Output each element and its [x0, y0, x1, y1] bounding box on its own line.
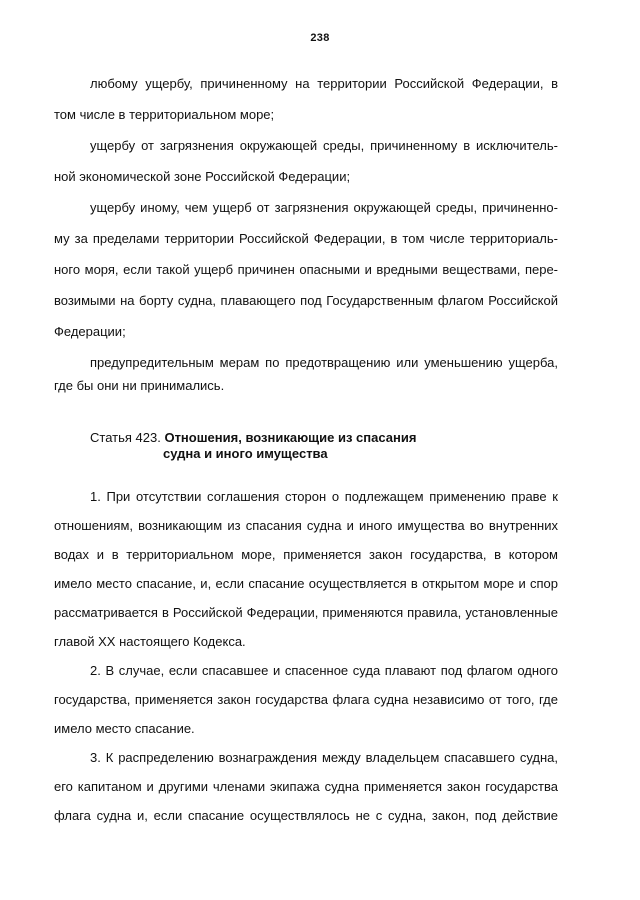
page-number: 238 [310, 32, 330, 44]
text-line: ной экономической зоне Российской Федерации; [54, 169, 351, 184]
text-line: имело место спасание. [54, 721, 195, 736]
article-heading-cont [163, 446, 328, 462]
text-line: ущербу иному, чем ущерб от загрязнения окружающей среды, причиненно- [90, 200, 558, 215]
article-label: Статья 423. [90, 430, 161, 445]
text-line: предупредительным мерам по предотвращению или уменьшению ущерба, [90, 355, 558, 370]
text-line: флага судна и, если спасание осуществлялось не с судна, закон, под действие [54, 808, 558, 823]
text-line: том числе в территориальном море; [54, 107, 275, 122]
article-heading [90, 430, 416, 446]
text-line: 3. К распределению вознаграждения между владельцем спасавшего судна, [90, 750, 558, 765]
text-line: возимыми на борту судна, плавающего под Государственным флагом Российской [54, 293, 558, 308]
text-line: главой XX настоящего Кодекса. [54, 634, 246, 649]
text-line: 2. В случае, если спасавшее и спасенное суда плавают под флагом одного [90, 663, 558, 678]
text-line: имело место спасание, и, если спасание осуществляется в открытом море и спор [54, 576, 558, 591]
text-line: ущербу от загрязнения окружающей среды, причиненному в исключитель- [90, 138, 558, 153]
text-line: государства, применяется закон государства флага судна независимо от того, где [54, 692, 558, 707]
text-line: любому ущербу, причиненному на территории Российской Федерации, в [90, 76, 558, 91]
text-line: Федерации; [54, 324, 126, 339]
article-title-cont: судна и иного имущества [163, 446, 328, 461]
article-title: Отношения, возникающие из спасания [164, 430, 417, 445]
text-line: отношениям, возникающим из спасания судна и иного имущества во внутренних [54, 518, 558, 533]
text-line: водах и в территориальном море, применяется закон государства, в котором [54, 547, 558, 562]
text-line: его капитаном и другими членами экипажа судна применяется закон государства [54, 779, 558, 794]
text-line: рассматривается в Российской Федерации, применяются правила, установленные [54, 605, 558, 620]
text-line: где бы они ни принимались. [54, 378, 225, 393]
text-line: ного моря, если такой ущерб причинен опасными и вредными веществами, пере- [54, 262, 558, 277]
text-line: му за пределами территории Российской Федерации, в том числе территориаль- [54, 231, 558, 246]
text-line: 1. При отсутствии соглашения сторон о подлежащем применению праве к [90, 489, 558, 504]
